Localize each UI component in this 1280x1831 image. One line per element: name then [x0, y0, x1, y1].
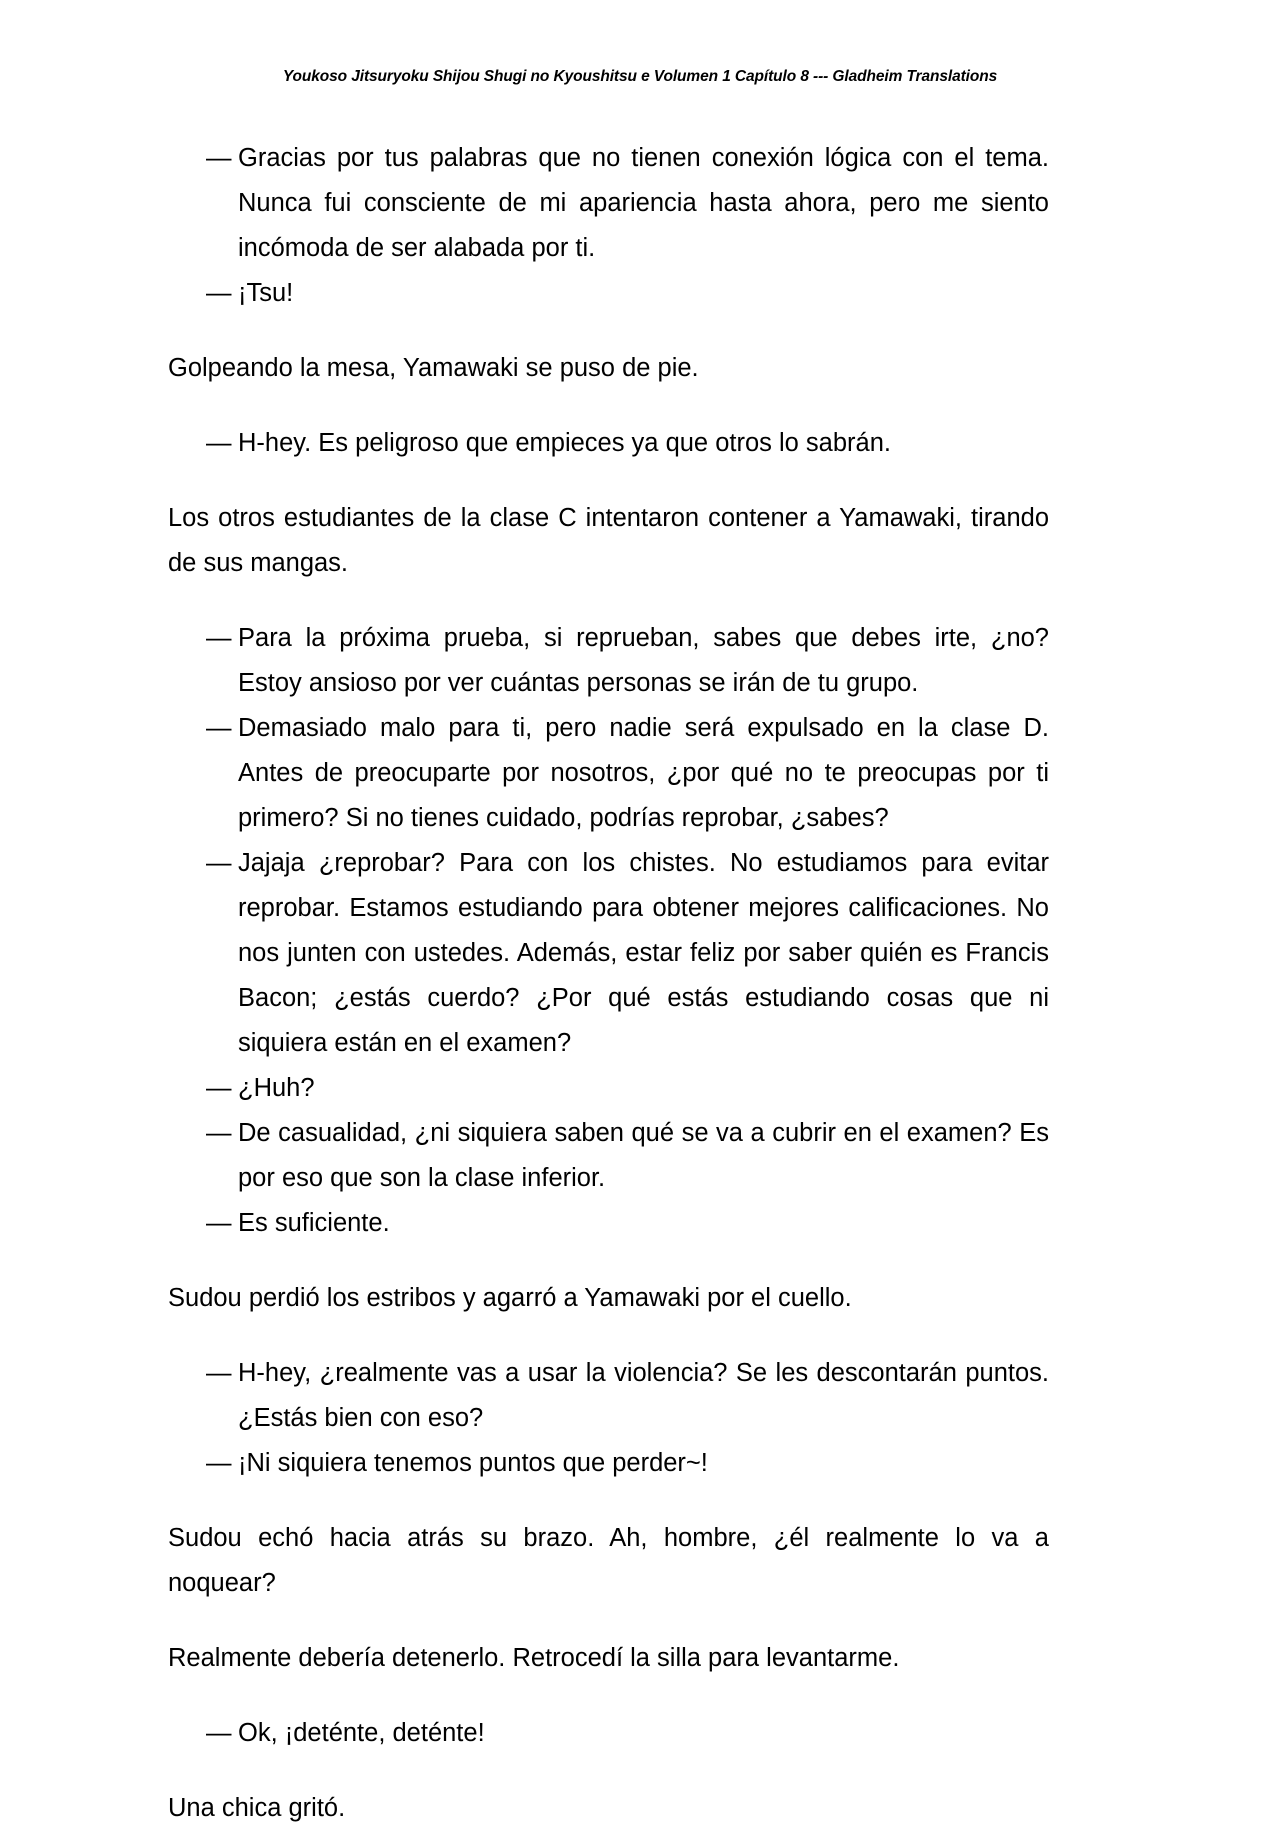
narration-paragraph: Sudou perdió los estribos y agarró a Yamawaki por el cuello. — [168, 1284, 852, 1312]
dialogue-group — [168, 616, 1049, 1246]
dialogue-text: H-hey. Es peligroso que empieces ya que otros lo sabrán. — [238, 429, 891, 457]
narration-paragraph: Los otros estudiantes de la clase C intentaron contener a Yamawaki, tirando de sus mangas. — [168, 504, 1049, 577]
dialogue-line — [168, 1441, 1049, 1486]
dialogue-text: H-hey, ¿realmente vas a usar la violencia? Se les descontarán puntos. ¿Estás bien con eso? — [238, 1359, 1049, 1432]
dialogue-text: Gracias por tus palabras que no tienen conexión lógica con el tema. Nunca fui consciente de mi apariencia hasta ahora, pero me siento incómoda de ser alabada por ti. — [238, 144, 1049, 262]
page-body — [168, 136, 1049, 1831]
dialogue-group — [168, 1711, 1049, 1756]
dialogue-line — [168, 706, 1049, 841]
paragraph-spacer — [168, 1606, 1049, 1636]
dialogue-text: ¿Huh? — [238, 1074, 315, 1102]
dialogue-text: Demasiado malo para ti, pero nadie será expulsado en la clase D. Antes de preocuparte por nosotros, ¿por qué no te preocupas por ti primero? Si no tienes cuidado, podrías reprobar, ¿sabes? — [238, 714, 1049, 832]
em-dash-marker: — — [206, 1449, 232, 1477]
narration-paragraph: Sudou echó hacia atrás su brazo. Ah, hombre, ¿él realmente lo va a noquear? — [168, 1524, 1049, 1597]
em-dash-marker: — — [206, 1119, 232, 1147]
dialogue-line — [168, 1351, 1049, 1441]
em-dash-marker: — — [206, 1209, 232, 1237]
narration-paragraph: Realmente debería detenerlo. Retrocedí la silla para levantarme. — [168, 1644, 900, 1672]
paragraph-spacer — [168, 316, 1049, 346]
narration-paragraph: Golpeando la mesa, Yamawaki se puso de pie. — [168, 354, 699, 382]
dialogue-line — [168, 1711, 1049, 1756]
dialogue-text: Para la próxima prueba, si reprueban, sabes que debes irte, ¿no? Estoy ansioso por ver cuántas personas se irán de tu grupo. — [238, 624, 1049, 697]
dialogue-line — [168, 421, 1049, 466]
em-dash-marker: — — [206, 1719, 232, 1747]
em-dash-marker: — — [206, 1359, 232, 1387]
dialogue-text: ¡Tsu! — [238, 279, 294, 307]
paragraph-spacer — [168, 1246, 1049, 1276]
paragraph-spacer — [168, 1321, 1049, 1351]
em-dash-marker: — — [206, 279, 232, 307]
paragraph-spacer — [168, 1681, 1049, 1711]
dialogue-group — [168, 421, 1049, 466]
dialogue-text: ¡Ni siquiera tenemos puntos que perder~! — [238, 1449, 708, 1477]
dialogue-text: Es suficiente. — [238, 1209, 390, 1237]
dialogue-text: De casualidad, ¿ni siquiera saben qué se va a cubrir en el examen? Es por eso que son la clase inferior. — [238, 1119, 1049, 1192]
dialogue-line — [168, 616, 1049, 706]
narration-paragraph: Una chica gritó. — [168, 1794, 346, 1822]
em-dash-marker: — — [206, 429, 232, 457]
paragraph-spacer — [168, 1486, 1049, 1516]
dialogue-line — [168, 841, 1049, 1066]
dialogue-line — [168, 271, 1049, 316]
dialogue-text: Jajaja ¿reprobar? Para con los chistes. No estudiamos para evitar reprobar. Estamos estudiando para obtener mejores calificaciones. No nos junten con ustedes. Además, estar feliz por saber quién es Francis Bacon; ¿estás cuerdo? ¿Por qué estás estudiando cosas que ni siquiera están en el examen? — [238, 849, 1049, 1057]
em-dash-marker: — — [206, 714, 232, 742]
dialogue-line — [168, 1066, 1049, 1111]
dialogue-line — [168, 1111, 1049, 1201]
em-dash-marker: — — [206, 849, 232, 877]
dialogue-line — [168, 136, 1049, 271]
em-dash-marker: — — [206, 624, 232, 652]
dialogue-group — [168, 1351, 1049, 1486]
dialogue-text: Ok, ¡deténte, deténte! — [238, 1719, 485, 1747]
dialogue-line — [168, 1201, 1049, 1246]
paragraph-spacer — [168, 391, 1049, 421]
running-header: Youkoso Jitsuryoku Shijou Shugi no Kyoushitsu e Volumen 1 Capítulo 8 --- Gladheim Translations — [282, 68, 998, 85]
em-dash-marker: — — [206, 1074, 232, 1102]
paragraph-spacer — [168, 1756, 1049, 1786]
em-dash-marker: — — [206, 144, 232, 172]
paragraph-spacer — [168, 466, 1049, 496]
paragraph-spacer — [168, 586, 1049, 616]
dialogue-group — [168, 136, 1049, 316]
